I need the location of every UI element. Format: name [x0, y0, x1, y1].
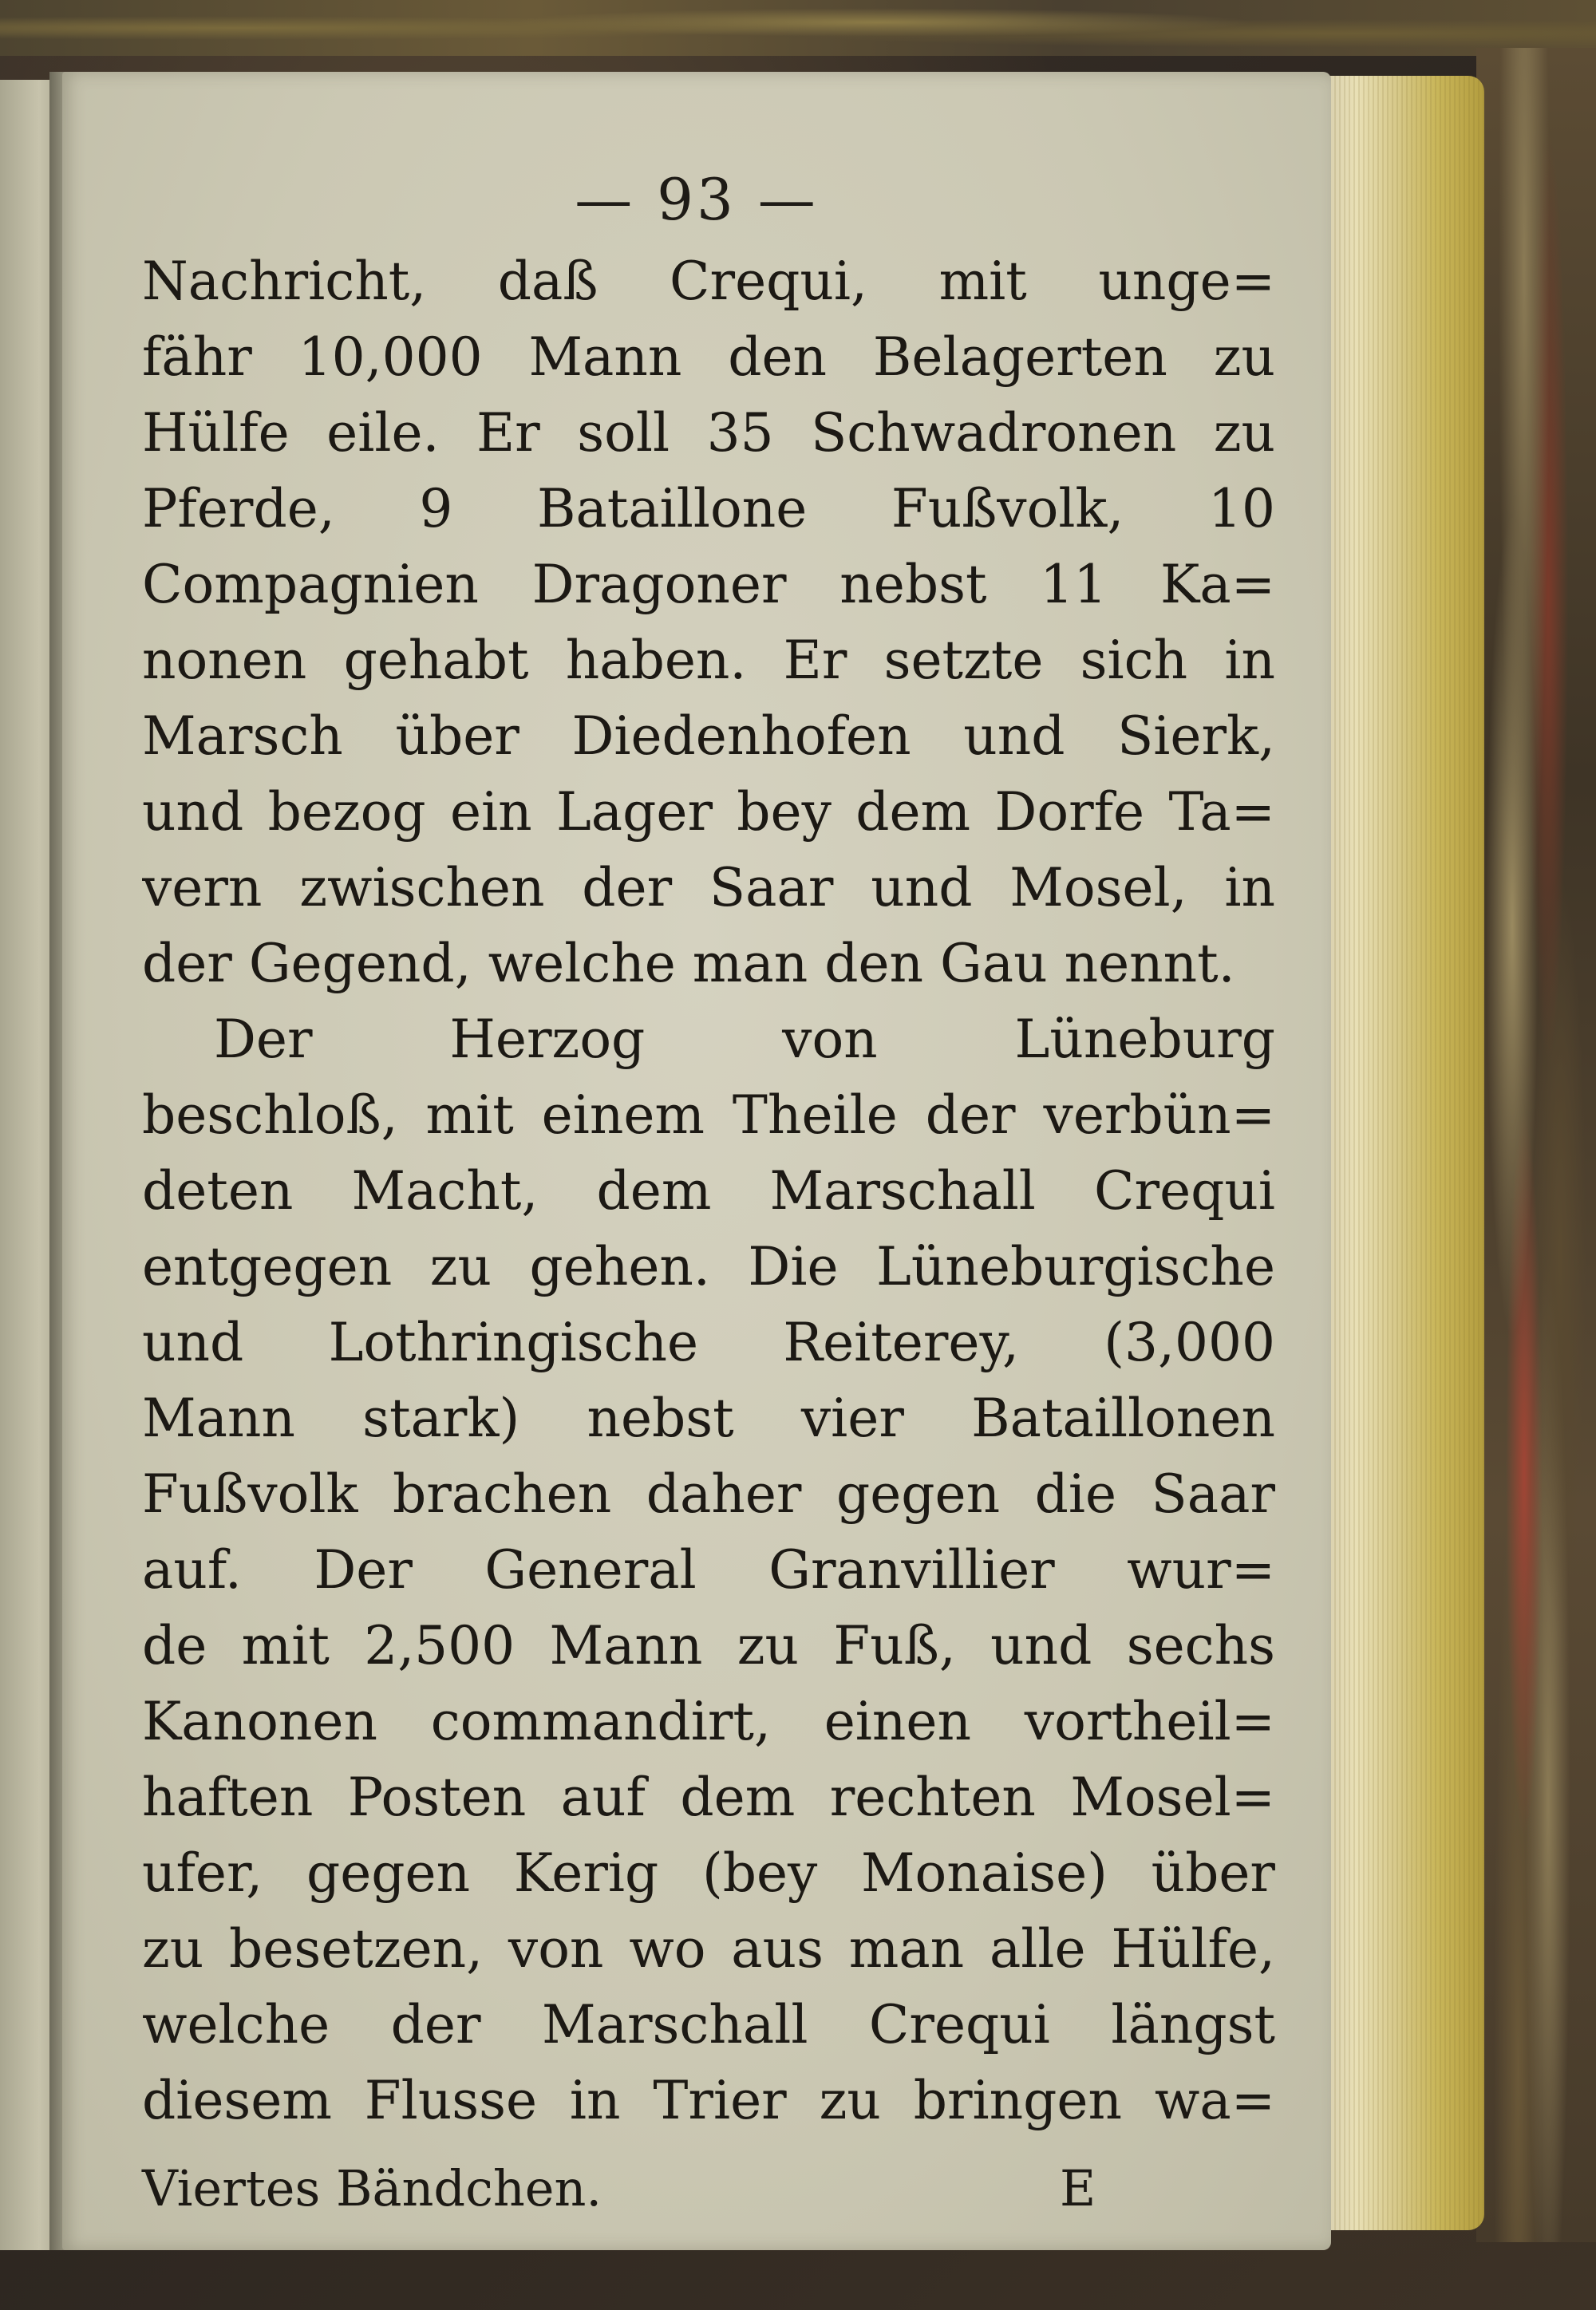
text-line: nonen gehabt haben. Er setzte sich in: [142, 630, 1275, 691]
book-page: [62, 72, 1331, 2250]
text-line: entgegen zu gehen. Die Lüneburgische: [142, 1236, 1275, 1297]
page-body: [142, 243, 1275, 2138]
text-line: der Gegend, welche man den Gau nennt.: [142, 933, 1235, 994]
text-line: Nachricht, daß Crequi, mit unge=: [142, 251, 1275, 312]
text-line: Fußvolk brachen daher gegen die Saar: [142, 1463, 1275, 1525]
text-line: Der Herzog von Lüneburg: [214, 1009, 1275, 1070]
text-line: Hülfe eile. Er soll 35 Schwadronen zu: [142, 402, 1275, 464]
text-line: vern zwischen der Saar und Mosel, in: [142, 857, 1275, 918]
text-line: beschloß, mit einem Theile der verbün=: [142, 1084, 1275, 1146]
text-line: ufer, gegen Kerig (bey Monaise) über: [142, 1842, 1275, 1904]
text-line: und bezog ein Lager bey dem Dorfe Ta=: [142, 781, 1275, 843]
left-facing-page: [0, 80, 56, 2250]
gilded-page-edges: [1325, 76, 1484, 2230]
text-line: haften Posten auf dem rechten Mosel=: [142, 1767, 1275, 1828]
text-line: Kanonen commandirt, einen vortheil=: [142, 1691, 1275, 1752]
text-line: zu besetzen, von wo aus man alle Hülfe,: [142, 1918, 1275, 1980]
text-line: und Lothringische Reiterey, (3,000: [142, 1312, 1275, 1373]
text-line: fähr 10,000 Mann den Belagerten zu: [142, 326, 1275, 388]
marbled-cover-top: [0, 0, 1596, 56]
text-line: Mann stark) nebst vier Bataillonen: [142, 1388, 1275, 1449]
page-footer: [142, 2150, 1275, 2226]
text-line: deten Macht, dem Marschall Crequi: [142, 1160, 1275, 1222]
footer-volume-title: Viertes Bändchen.: [142, 2159, 602, 2217]
text-line: diesem Flusse in Trier zu bringen wa=: [142, 2070, 1275, 2131]
printer-signature-mark: E: [1060, 2159, 1096, 2217]
text-line: Pferde, 9 Bataillone Fußvolk, 10: [142, 478, 1275, 539]
text-line: welche der Marschall Crequi längst: [142, 1994, 1275, 2055]
text-line: de mit 2,500 Mann zu Fuß, und sechs: [142, 1615, 1275, 1676]
marbled-cover-right: [1476, 48, 1596, 2242]
page-number: — 93 —: [575, 166, 819, 233]
text-line: Marsch über Diedenhofen und Sierk,: [142, 705, 1275, 767]
text-line: auf. Der General Granvillier wur=: [142, 1539, 1275, 1601]
text-line: Compagnien Dragoner nebst 11 Ka=: [142, 554, 1275, 615]
